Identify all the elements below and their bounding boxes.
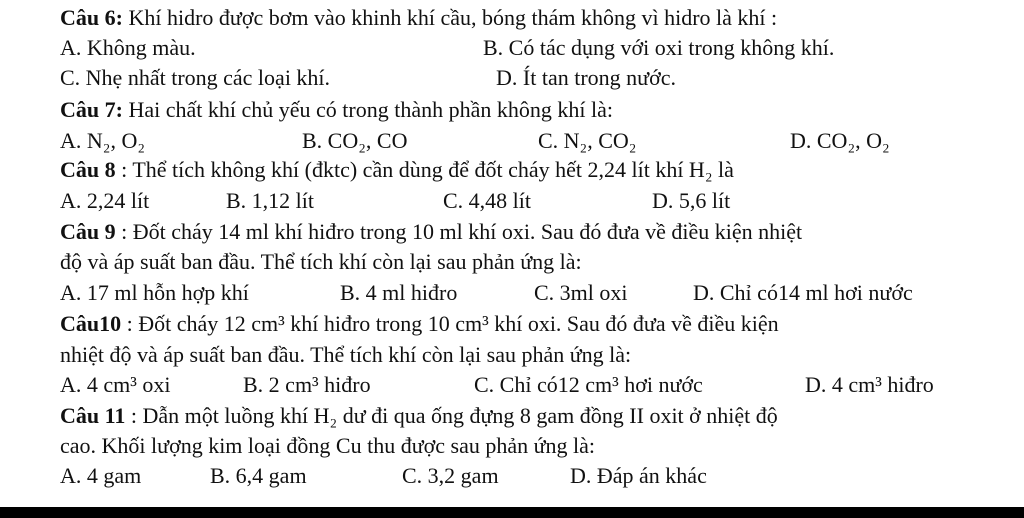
q6-option-c: C. Nhẹ nhất trong các loại khí. — [60, 65, 331, 90]
q7-option-b: B. CO₂, CO — [302, 128, 408, 153]
bottom-border-bar — [0, 507, 1024, 518]
q10-option-b: B. 2 cm³ hiđro — [243, 372, 371, 397]
q8-number: Câu 8 — [60, 157, 116, 182]
q8-option-d: D. 5,6 lít — [652, 188, 731, 213]
q9-stem-text-1: : Đốt cháy 14 ml khí hiđro trong 10 ml khí oxi. Sau đó đưa về điều kiện nhiệt — [121, 219, 803, 244]
q8-stem — [60, 156, 734, 184]
q9-stem-line-1 — [60, 218, 802, 246]
q7-option-c: C. N₂, CO₂ — [538, 128, 637, 153]
q10-number: Câu10 — [60, 311, 122, 336]
q9-option-b: B. 4 ml hiđro — [340, 280, 458, 305]
q7-option-d: D. CO₂, O₂ — [790, 128, 890, 153]
q9-option-a: A. 17 ml hỗn hợp khí — [60, 280, 249, 305]
q11-option-c: C. 3,2 gam — [402, 463, 499, 488]
q8-option-b: B. 1,12 lít — [226, 188, 315, 213]
q9-number: Câu 9 — [60, 219, 116, 244]
q7-stem — [60, 96, 613, 124]
q10-stem-line-2: nhiệt độ và áp suất ban đầu. Thể tích khí còn lại sau phản ứng là: — [60, 342, 632, 367]
q6-stem — [60, 4, 777, 32]
q11-stem-line-2: cao. Khối lượng kim loại đồng Cu thu được sau phản ứng là: — [60, 433, 596, 458]
q10-option-a: A. 4 cm³ oxi — [60, 372, 171, 397]
q8-option-a: A. 2,24 lít — [60, 188, 150, 213]
q10-option-c: C. Chỉ có12 cm³ hơi nước — [474, 372, 703, 397]
q9-stem-line-2: độ và áp suất ban đầu. Thể tích khí còn lại sau phản ứng là: — [60, 249, 582, 274]
q7-option-a: A. N₂, O₂ — [60, 128, 146, 153]
q10-stem-text-1: : Đốt cháy 12 cm³ khí hiđro trong 10 cm³ khí oxi. Sau đó đưa về điều kiện — [126, 311, 779, 336]
q11-stem-line-1 — [60, 402, 778, 430]
q10-option-d: D. 4 cm³ hiđro — [805, 372, 934, 397]
q6-number: Câu 6: — [60, 5, 123, 30]
q6-stem-text: Khí hidro được bơm vào khinh khí cầu, bóng thám không vì hidro là khí : — [128, 5, 778, 30]
q6-option-a: A. Không màu. — [60, 35, 196, 60]
q8-option-c: C. 4,48 lít — [443, 188, 532, 213]
q9-option-c: C. 3ml oxi — [534, 280, 628, 305]
q10-stem-line-1 — [60, 310, 779, 338]
q11-option-d: D. Đáp án khác — [570, 463, 707, 488]
q7-number: Câu 7: — [60, 97, 123, 122]
q6-option-b: B. Có tác dụng với oxi trong không khí. — [483, 35, 835, 60]
q6-option-d: D. Ít tan trong nước. — [496, 65, 676, 90]
q9-option-d: D. Chỉ có14 ml hơi nước — [693, 280, 913, 305]
q11-option-b: B. 6,4 gam — [210, 463, 307, 488]
q8-stem-text: : Thể tích không khí (đktc) cần dùng để đốt cháy hết 2,24 lít khí H₂ là — [121, 157, 734, 182]
q7-stem-text: Hai chất khí chủ yếu có trong thành phần không khí là: — [128, 97, 613, 122]
q11-number: Câu 11 — [60, 403, 126, 428]
q11-option-a: A. 4 gam — [60, 463, 142, 488]
q11-stem-text-1: : Dẫn một luồng khí H₂ dư đi qua ống đựng 8 gam đồng II oxit ở nhiệt độ — [130, 403, 778, 428]
